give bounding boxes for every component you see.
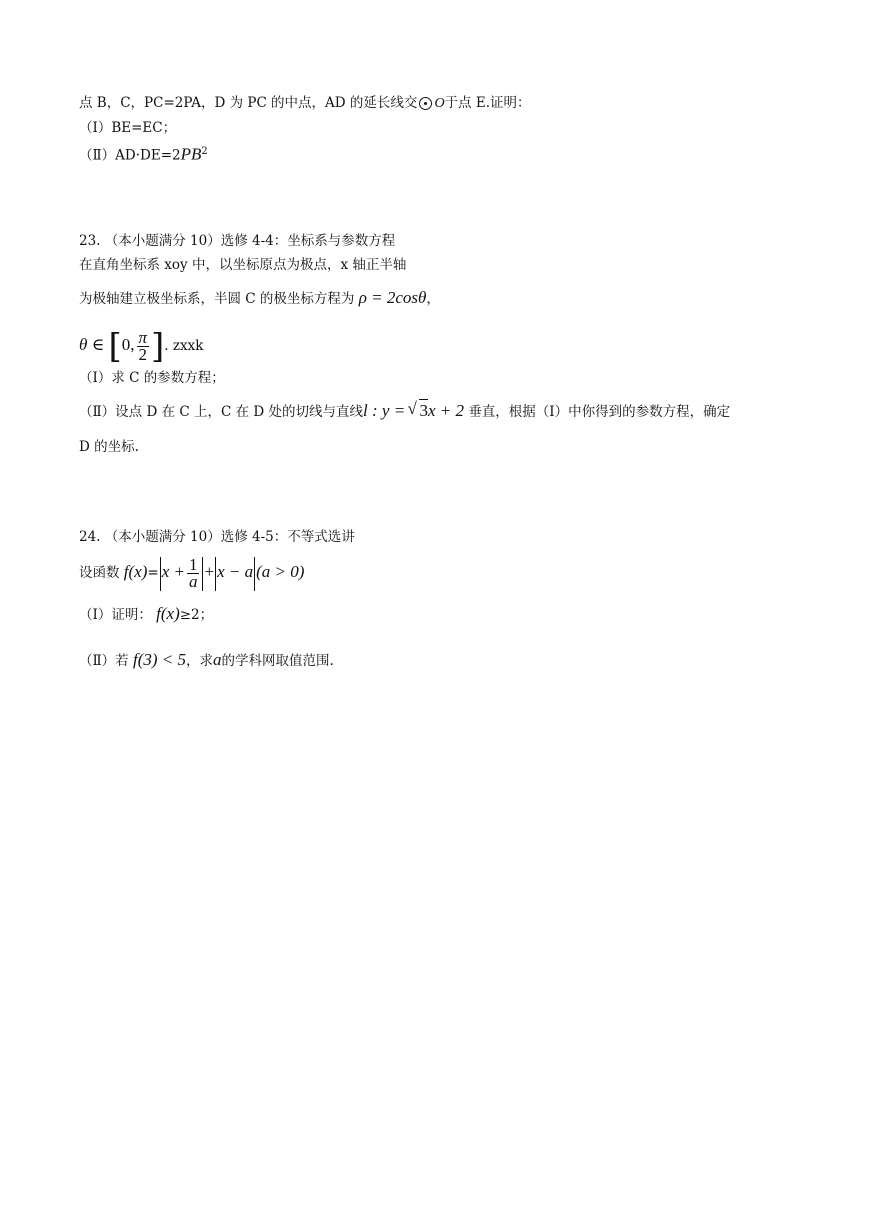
q24-part2-text-c: 的学科网取值范围.: [221, 653, 334, 669]
q23-sqrt-value: 3: [419, 401, 428, 420]
q24-fx: f(x): [123, 562, 148, 581]
q22-part1: （Ⅰ）BE=EC；: [79, 120, 177, 136]
q22-part2-text: （Ⅱ）AD·DE=2: [79, 147, 181, 164]
q23-theta-math: θ ∈: [79, 335, 105, 354]
q24-frac-num: 1: [188, 555, 198, 574]
q23-header: 23. （本小题满分 10）选修 4-4：坐标系与参数方程: [79, 233, 396, 249]
abs-bar-icon: [215, 557, 216, 591]
q22-part2-sup: 2: [201, 146, 208, 157]
q24-abs1: x +: [161, 562, 185, 581]
q24-part2-text-b: ，求: [186, 653, 214, 669]
q24-frac-den: a: [188, 572, 198, 591]
q24-condition: (a > 0): [256, 562, 305, 581]
q23-part2: [79, 402, 730, 421]
q23-part2-cont: D 的坐标.: [79, 439, 139, 455]
q22-part2: [79, 143, 208, 165]
circle-dot-icon: [419, 97, 432, 110]
q22-line1-text-c: 于点 E.证明：: [444, 95, 531, 111]
q23-line2: [79, 289, 440, 308]
q23-line2-comma: ，: [426, 291, 440, 307]
q24-part1-ge: ≥2；: [179, 607, 214, 623]
q23-theta-range: [79, 326, 204, 367]
sqrt-icon: [409, 402, 428, 420]
q23-interval-num: π: [138, 328, 148, 347]
q23-line1: 在直角坐标系 xoy 中，以坐标原点为极点，x 轴正半轴: [79, 257, 407, 273]
q24-eq: =: [147, 565, 159, 581]
abs-bar-icon: [254, 557, 255, 591]
q23-line2-text: 为极轴建立极坐标系，半圆 C 的极坐标方程为: [79, 291, 355, 307]
q24-part1: [79, 605, 213, 624]
left-bracket-icon: [: [108, 326, 122, 367]
q24-plus: +: [204, 562, 215, 581]
q22-circle-label: O: [434, 96, 445, 111]
q23-polar-equation: ρ = 2cosθ: [358, 288, 427, 307]
q22-line1-text-a: 点 B，C，PC=2PA，D 为 PC 的中点，AD 的延长线交: [79, 95, 418, 111]
q22-part2-math: PB: [180, 144, 202, 164]
q23-after-interval: . zxxk: [164, 338, 204, 354]
q24-part1-text: （Ⅰ）证明：: [79, 607, 152, 623]
q23-interval-fraction: [137, 330, 150, 363]
q24-header: 24. （本小题满分 10）选修 4-5：不等式选讲: [79, 529, 355, 545]
q24-part1-math: f(x): [156, 604, 180, 623]
q23-part2-text-b: 垂直，根据（Ⅰ）中你得到的参数方程，确定: [468, 404, 731, 420]
q24-part2: [79, 651, 334, 670]
right-bracket-icon: ]: [151, 326, 165, 367]
q23-interval-den: 2: [138, 345, 148, 364]
q24-part2-var: a: [213, 650, 222, 669]
q23-part1: （Ⅰ）求 C 的参数方程；: [79, 370, 225, 386]
q23-interval-left: 0,: [121, 335, 135, 354]
q23-part2-text-a: （Ⅱ）设点 D 在 C 上，C 在 D 处的切线与直线: [79, 404, 364, 420]
q23-line-equation-a: l : y =: [363, 401, 406, 420]
q23-line-equation-b: x + 2: [427, 401, 465, 420]
q24-fraction: [187, 557, 200, 590]
q22-line1: [79, 94, 531, 113]
q24-part2-text-a: （Ⅱ）若: [79, 653, 129, 669]
abs-bar-icon: [160, 557, 161, 591]
q24-abs2: x − a: [217, 562, 254, 581]
q24-part2-math: f(3) < 5: [132, 650, 187, 669]
q24-line1-text: 设函数: [79, 565, 120, 581]
q24-function-def: [79, 554, 304, 591]
